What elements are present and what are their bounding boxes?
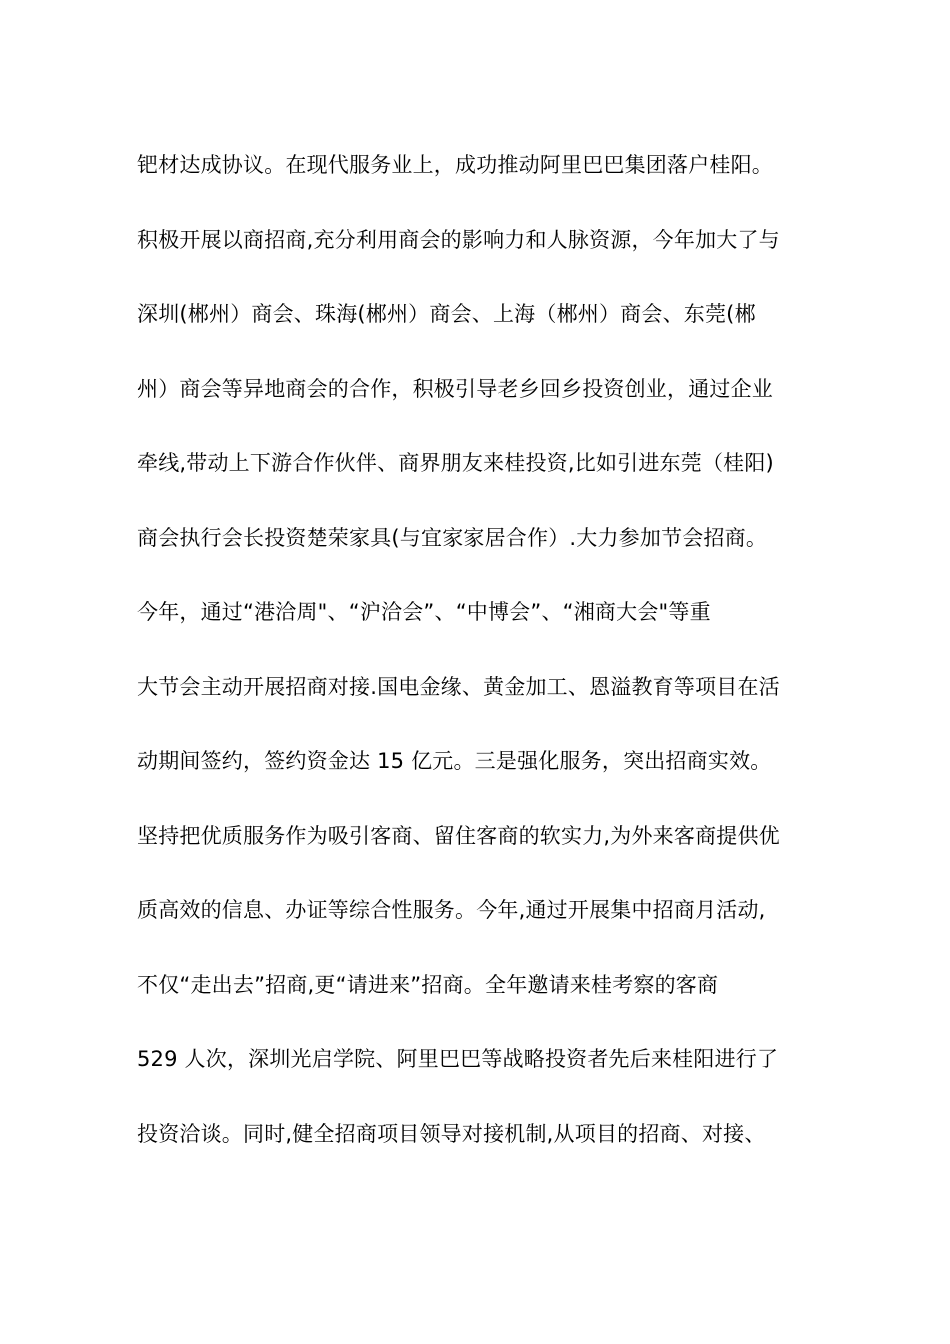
text-line: 钯材达成协议。在现代服务业上，成功推动阿里巴巴集团落户桂阳。: [137, 153, 773, 177]
text-line: 不仅“走出去”招商,更“请进来”招商。全年邀请来桂考察的客商: [137, 972, 719, 997]
text-line: 投资洽谈。同时,健全招商项目领导对接机制,从项目的招商、对接、: [137, 1121, 766, 1146]
text-line: 坚持把优质服务作为吸引客商、留住客商的软实力,为外来客商提供优: [137, 823, 780, 848]
text-line: 州）商会等异地商会的合作，积极引导老乡回乡投资创业，通过企业: [137, 376, 773, 401]
text-line: 深圳(郴州）商会、珠海(郴州）商会、上海（郴州）商会、东莞(郴: [137, 302, 756, 326]
body-text: [137, 143, 817, 1186]
text-line: 529 人次，深圳光启学院、阿里巴巴等战略投资者先后来桂阳进行了: [137, 1047, 779, 1071]
text-line: 牵线,带动上下游合作伙伴、商界朋友来桂投资,比如引进东莞（桂阳): [137, 451, 774, 475]
text-line: 商会执行会长投资楚荣家具(与宜家家居合作）.大力参加节会招商。: [137, 525, 768, 550]
text-line: 动期间签约，签约资金达 15 亿元。三是强化服务，突出招商实效。: [137, 749, 772, 773]
text-line: 今年，通过“港洽周"、“沪洽会”、“中博会”、“湘商大会"等重: [137, 600, 711, 624]
text-line: 质高效的信息、办证等综合性服务。今年,通过开展集中招商月活动,: [137, 898, 766, 922]
text-line: 积极开展以商招商,充分利用商会的影响力和人脉资源，今年加大了与: [137, 227, 780, 252]
text-line: 大节会主动开展招商对接.国电金缘、黄金加工、恩溢教育等项目在活: [137, 674, 780, 699]
